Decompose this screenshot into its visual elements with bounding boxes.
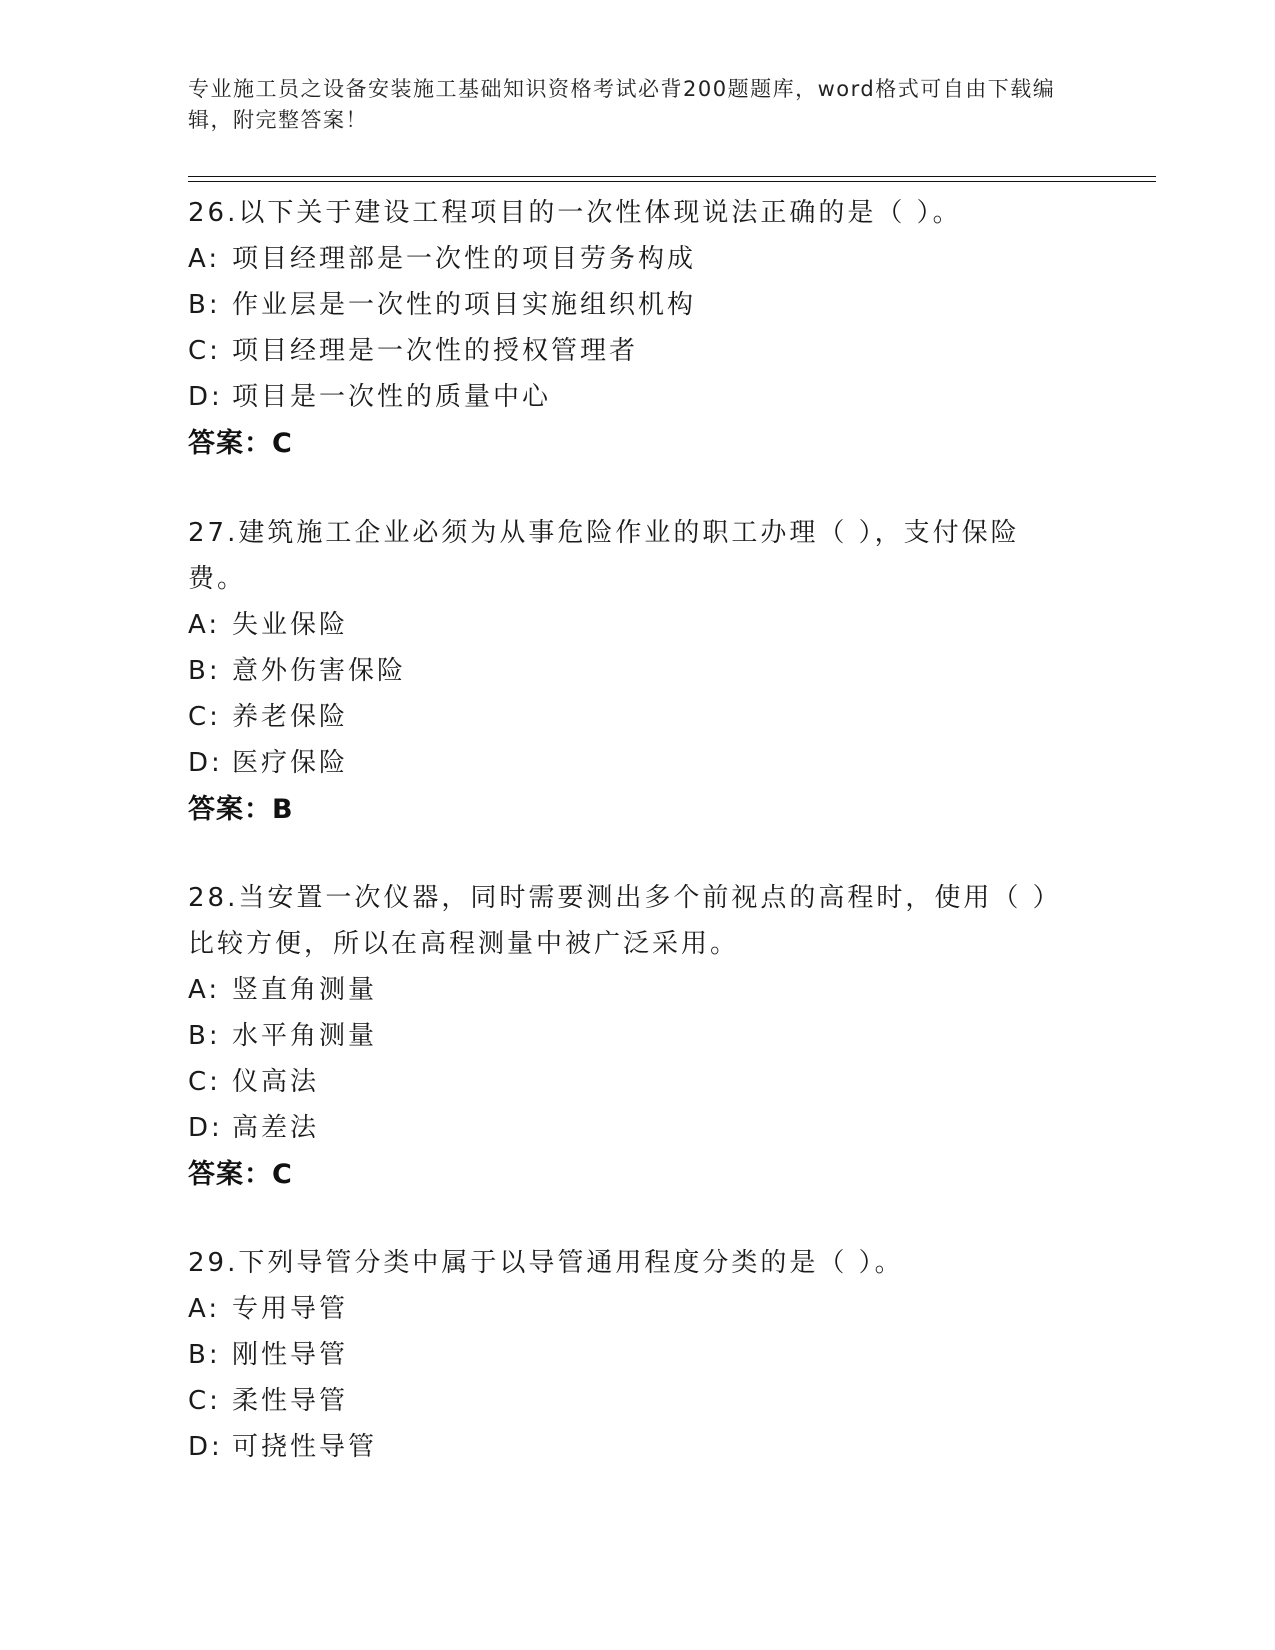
option-text: 养老保险 — [232, 702, 349, 732]
option-b — [188, 1332, 1068, 1378]
option-c — [188, 694, 1068, 740]
option-d — [188, 740, 1068, 786]
option-key: C: — [188, 1067, 221, 1097]
option-text: 竖直角测量 — [232, 975, 378, 1005]
question-29 — [188, 1240, 1068, 1470]
option-a — [188, 236, 1068, 282]
option-text: 水平角测量 — [232, 1021, 378, 1051]
option-key: D: — [188, 382, 223, 412]
question-26 — [188, 190, 1068, 468]
option-key: A: — [188, 610, 221, 640]
option-key: D: — [188, 1113, 223, 1143]
option-a — [188, 967, 1068, 1013]
option-key: B: — [188, 1340, 221, 1370]
option-a — [188, 602, 1068, 648]
option-key: A: — [188, 244, 221, 274]
option-text: 刚性导管 — [232, 1340, 349, 1370]
option-text: 项目是一次性的质量中心 — [232, 382, 552, 412]
option-key: A: — [188, 975, 221, 1005]
option-text: 意外伤害保险 — [232, 656, 407, 686]
option-key: D: — [188, 1432, 223, 1462]
option-b — [188, 282, 1068, 328]
option-key: C: — [188, 336, 221, 366]
option-key: B: — [188, 290, 221, 320]
option-key: B: — [188, 656, 221, 686]
option-text: 医疗保险 — [232, 748, 349, 778]
option-key: C: — [188, 702, 221, 732]
option-c — [188, 1378, 1068, 1424]
option-text: 专用导管 — [232, 1294, 349, 1324]
question-27 — [188, 510, 1068, 834]
header-divider-bottom — [188, 181, 1156, 182]
option-c — [188, 328, 1068, 374]
question-text: 26.以下关于建设工程项目的一次性体现说法正确的是（ ）。 — [188, 198, 962, 228]
option-key: D: — [188, 748, 223, 778]
option-c — [188, 1059, 1068, 1105]
option-text: 作业层是一次性的项目实施组织机构 — [232, 290, 697, 320]
option-b — [188, 1013, 1068, 1059]
option-text: 仪高法 — [232, 1067, 320, 1097]
page-header: 专业施工员之设备安装施工基础知识资格考试必背200题题库，word格式可自由下载编辑，附完整答案！ — [188, 77, 1056, 132]
option-text: 失业保险 — [232, 610, 349, 640]
option-key: B: — [188, 1021, 221, 1051]
option-b — [188, 648, 1068, 694]
option-key: C: — [188, 1386, 221, 1416]
question-text: 27.建筑施工企业必须为从事危险作业的职工办理（ ），支付保险费。 — [188, 518, 1020, 594]
option-text: 项目经理是一次性的授权管理者 — [232, 336, 639, 366]
header-divider-top — [188, 176, 1156, 177]
option-text: 项目经理部是一次性的项目劳务构成 — [232, 244, 697, 274]
option-text: 高差法 — [232, 1113, 320, 1143]
answer: 答案：C — [188, 428, 293, 459]
option-a — [188, 1286, 1068, 1332]
answer: 答案：C — [188, 1159, 293, 1190]
question-text: 29.下列导管分类中属于以导管通用程度分类的是（ ）。 — [188, 1248, 904, 1278]
option-d — [188, 1424, 1068, 1470]
option-text: 可挠性导管 — [232, 1432, 378, 1462]
question-28 — [188, 875, 1068, 1199]
question-text: 28.当安置一次仪器，同时需要测出多个前视点的高程时，使用（ ）比较方便，所以在高程测量中被广泛采用。 — [188, 883, 1062, 959]
answer: 答案：B — [188, 794, 294, 825]
option-d — [188, 1105, 1068, 1151]
option-d — [188, 374, 1068, 420]
option-key: A: — [188, 1294, 221, 1324]
option-text: 柔性导管 — [232, 1386, 349, 1416]
